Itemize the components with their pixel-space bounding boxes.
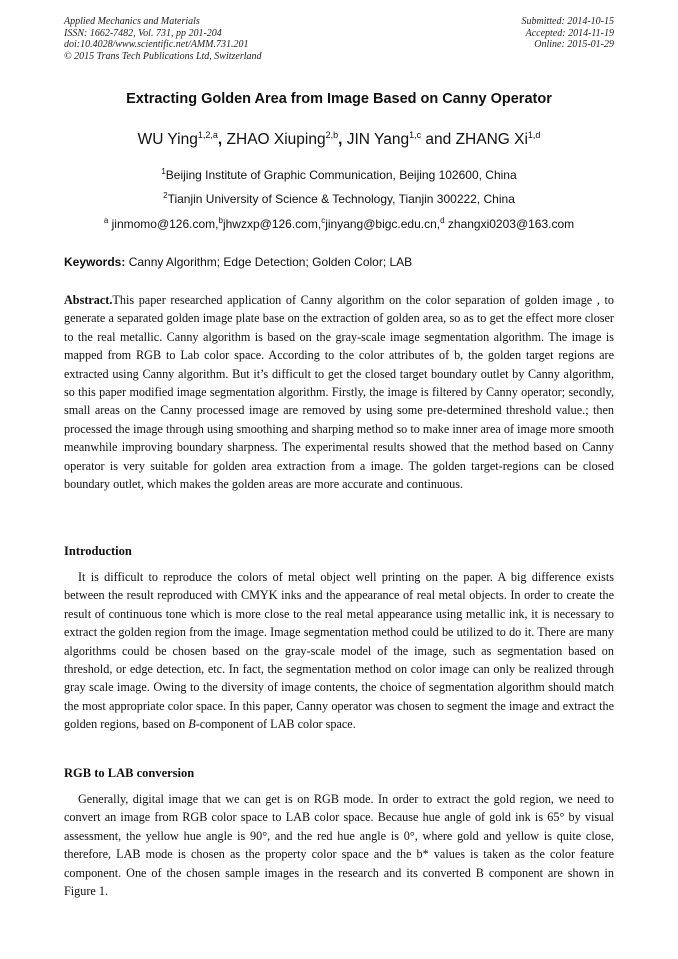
author-name: ZHAO Xiuping <box>226 131 326 149</box>
author-affiliation-marker: 1,c <box>409 130 422 140</box>
email-address: jhwzxp@126.com, <box>222 217 322 231</box>
email-marker: b <box>218 216 223 225</box>
author-separator: , <box>338 131 347 149</box>
author-affiliation-marker: 2,b <box>325 130 339 140</box>
keywords-label: Keywords: <box>64 255 126 269</box>
journal-issn: ISSN: 1662-7482, Vol. 731, pp 201-204 <box>64 27 222 39</box>
keywords <box>64 255 412 269</box>
author-affiliation-marker: 1,2,a <box>197 130 218 140</box>
email-list <box>0 216 678 231</box>
introduction-text-end: -component of LAB color space. <box>195 717 356 732</box>
email-marker: d <box>440 216 445 225</box>
journal-name: Applied Mechanics and Materials <box>64 16 200 27</box>
author-name: JIN Yang <box>346 131 410 149</box>
email-marker: a <box>103 216 109 225</box>
affiliation-text: Beijing Institute of Graphic Communication, Beijing 102600, China <box>165 168 517 182</box>
rgb-lab-heading: RGB to LAB conversion <box>64 766 195 780</box>
author-separator: , <box>217 131 227 149</box>
abstract-label: Abstract. <box>64 293 113 307</box>
dates-header <box>522 16 615 51</box>
author-separator: and <box>421 131 456 149</box>
introduction-italic: B <box>188 717 196 732</box>
author-list <box>0 130 678 149</box>
introduction-paragraph <box>64 568 614 734</box>
email-address: jinmomo@126.com, <box>111 217 219 231</box>
affiliation-marker: 1 <box>161 167 166 176</box>
affiliation-2 <box>0 191 678 206</box>
rgb-lab-text: Generally, digital image that we can get is on RGB mode. In order to extract the gold region, we need to convert an image from RGB color space to LAB color space. Because hue angle of gold ink is 65° by visual assessment, the yellow hue angle is 90°, and the red hue angle is 0°, where gold and yellow is quite close, therefore, LAB mode is chosen as the property color space and the b* values is taken as the color feature component. One of the chosen sample images in the research and its converted B component are shown in Figure 1. <box>64 792 614 899</box>
journal-header <box>64 16 262 62</box>
email-marker: c <box>321 216 326 225</box>
affiliation-text: Tianjin University of Science & Technology, Tianjin 300222, China <box>167 192 515 206</box>
author-name: ZHANG Xi <box>455 131 528 149</box>
author-name: WU Ying <box>137 131 198 149</box>
keywords-text: Canny Algorithm; Edge Detection; Golden Color; LAB <box>125 255 413 269</box>
abstract <box>64 291 614 493</box>
affiliation-1 <box>0 167 678 182</box>
journal-doi: doi:10.4028/www.scientific.net/AMM.731.201 <box>64 39 249 50</box>
email-address: jinyang@bigc.edu.cn, <box>325 217 441 231</box>
rgb-lab-paragraph <box>64 790 614 900</box>
affiliation-marker: 2 <box>163 191 168 200</box>
accepted-date: Accepted: 2014-11-19 <box>525 27 614 39</box>
abstract-text: This paper researched application of Canny algorithm on the color separation of golden image , to generate a separated golden image plate base on the extraction of golden area, so as to get the effect more closer to the real metallic. Canny algorithm is based on the gray-scale image segmentation algorithm. The image is mapped from RGB to Lab color space. According to the color attributes of b, the golden target regions are extracted using Canny algorithm. But it’s difficult to get the closed target boundary outlet by Canny algorithm, so this paper modified image segmentation algorithm. Firstly, the image is filtered by Canny operator; secondly, small areas on the Canny processed image are removed by using some pre-determined threshold value.; then processed the image through using smoothing and sharping method so to make inner area of image more smooth meanwhile improving boundary sharpness. The experimental results showed that the method based on Canny operator is very suitable for golden area extraction from a image. The golden target-regions can be closed boundary outlet, which makes the golden areas are more accurate and continuous. <box>64 293 614 492</box>
introduction-text: It is difficult to reproduce the colors of metal object well printing on the paper. A big difference exists between the result reproduced with CMYK inks and the appearance of real metal objects. In order to create the result of continuous tone which is more close to the real metal appearance using metallic ink, it is necessary to extract the golden region from the image. Image segmentation method could be utilized to do it. There are many algorithms could be chosen based on the gray-scale model of the image, such as segmentation based on threshold, or edge detection, etc. In fact, the segmentation method on color image can only be realized through gray scale image. Owing to the diversity of image contents, the choice of segmentation algorithm should match the most appropriate color space. In this paper, Canny operator was chosen to segment the image and extract the golden regions, based on <box>64 570 614 732</box>
journal-copyright: © 2015 Trans Tech Publications Ltd, Switzerland <box>64 50 262 62</box>
online-date: Online: 2015-01-29 <box>534 39 614 50</box>
email-address: zhangxi0203@163.com <box>444 217 575 231</box>
introduction-heading: Introduction <box>64 544 132 558</box>
author-affiliation-marker: 1,d <box>527 130 541 140</box>
submitted-date: Submitted: 2014-10-15 <box>521 16 614 27</box>
paper-title: Extracting Golden Area from Image Based on Canny Operator <box>126 91 552 107</box>
